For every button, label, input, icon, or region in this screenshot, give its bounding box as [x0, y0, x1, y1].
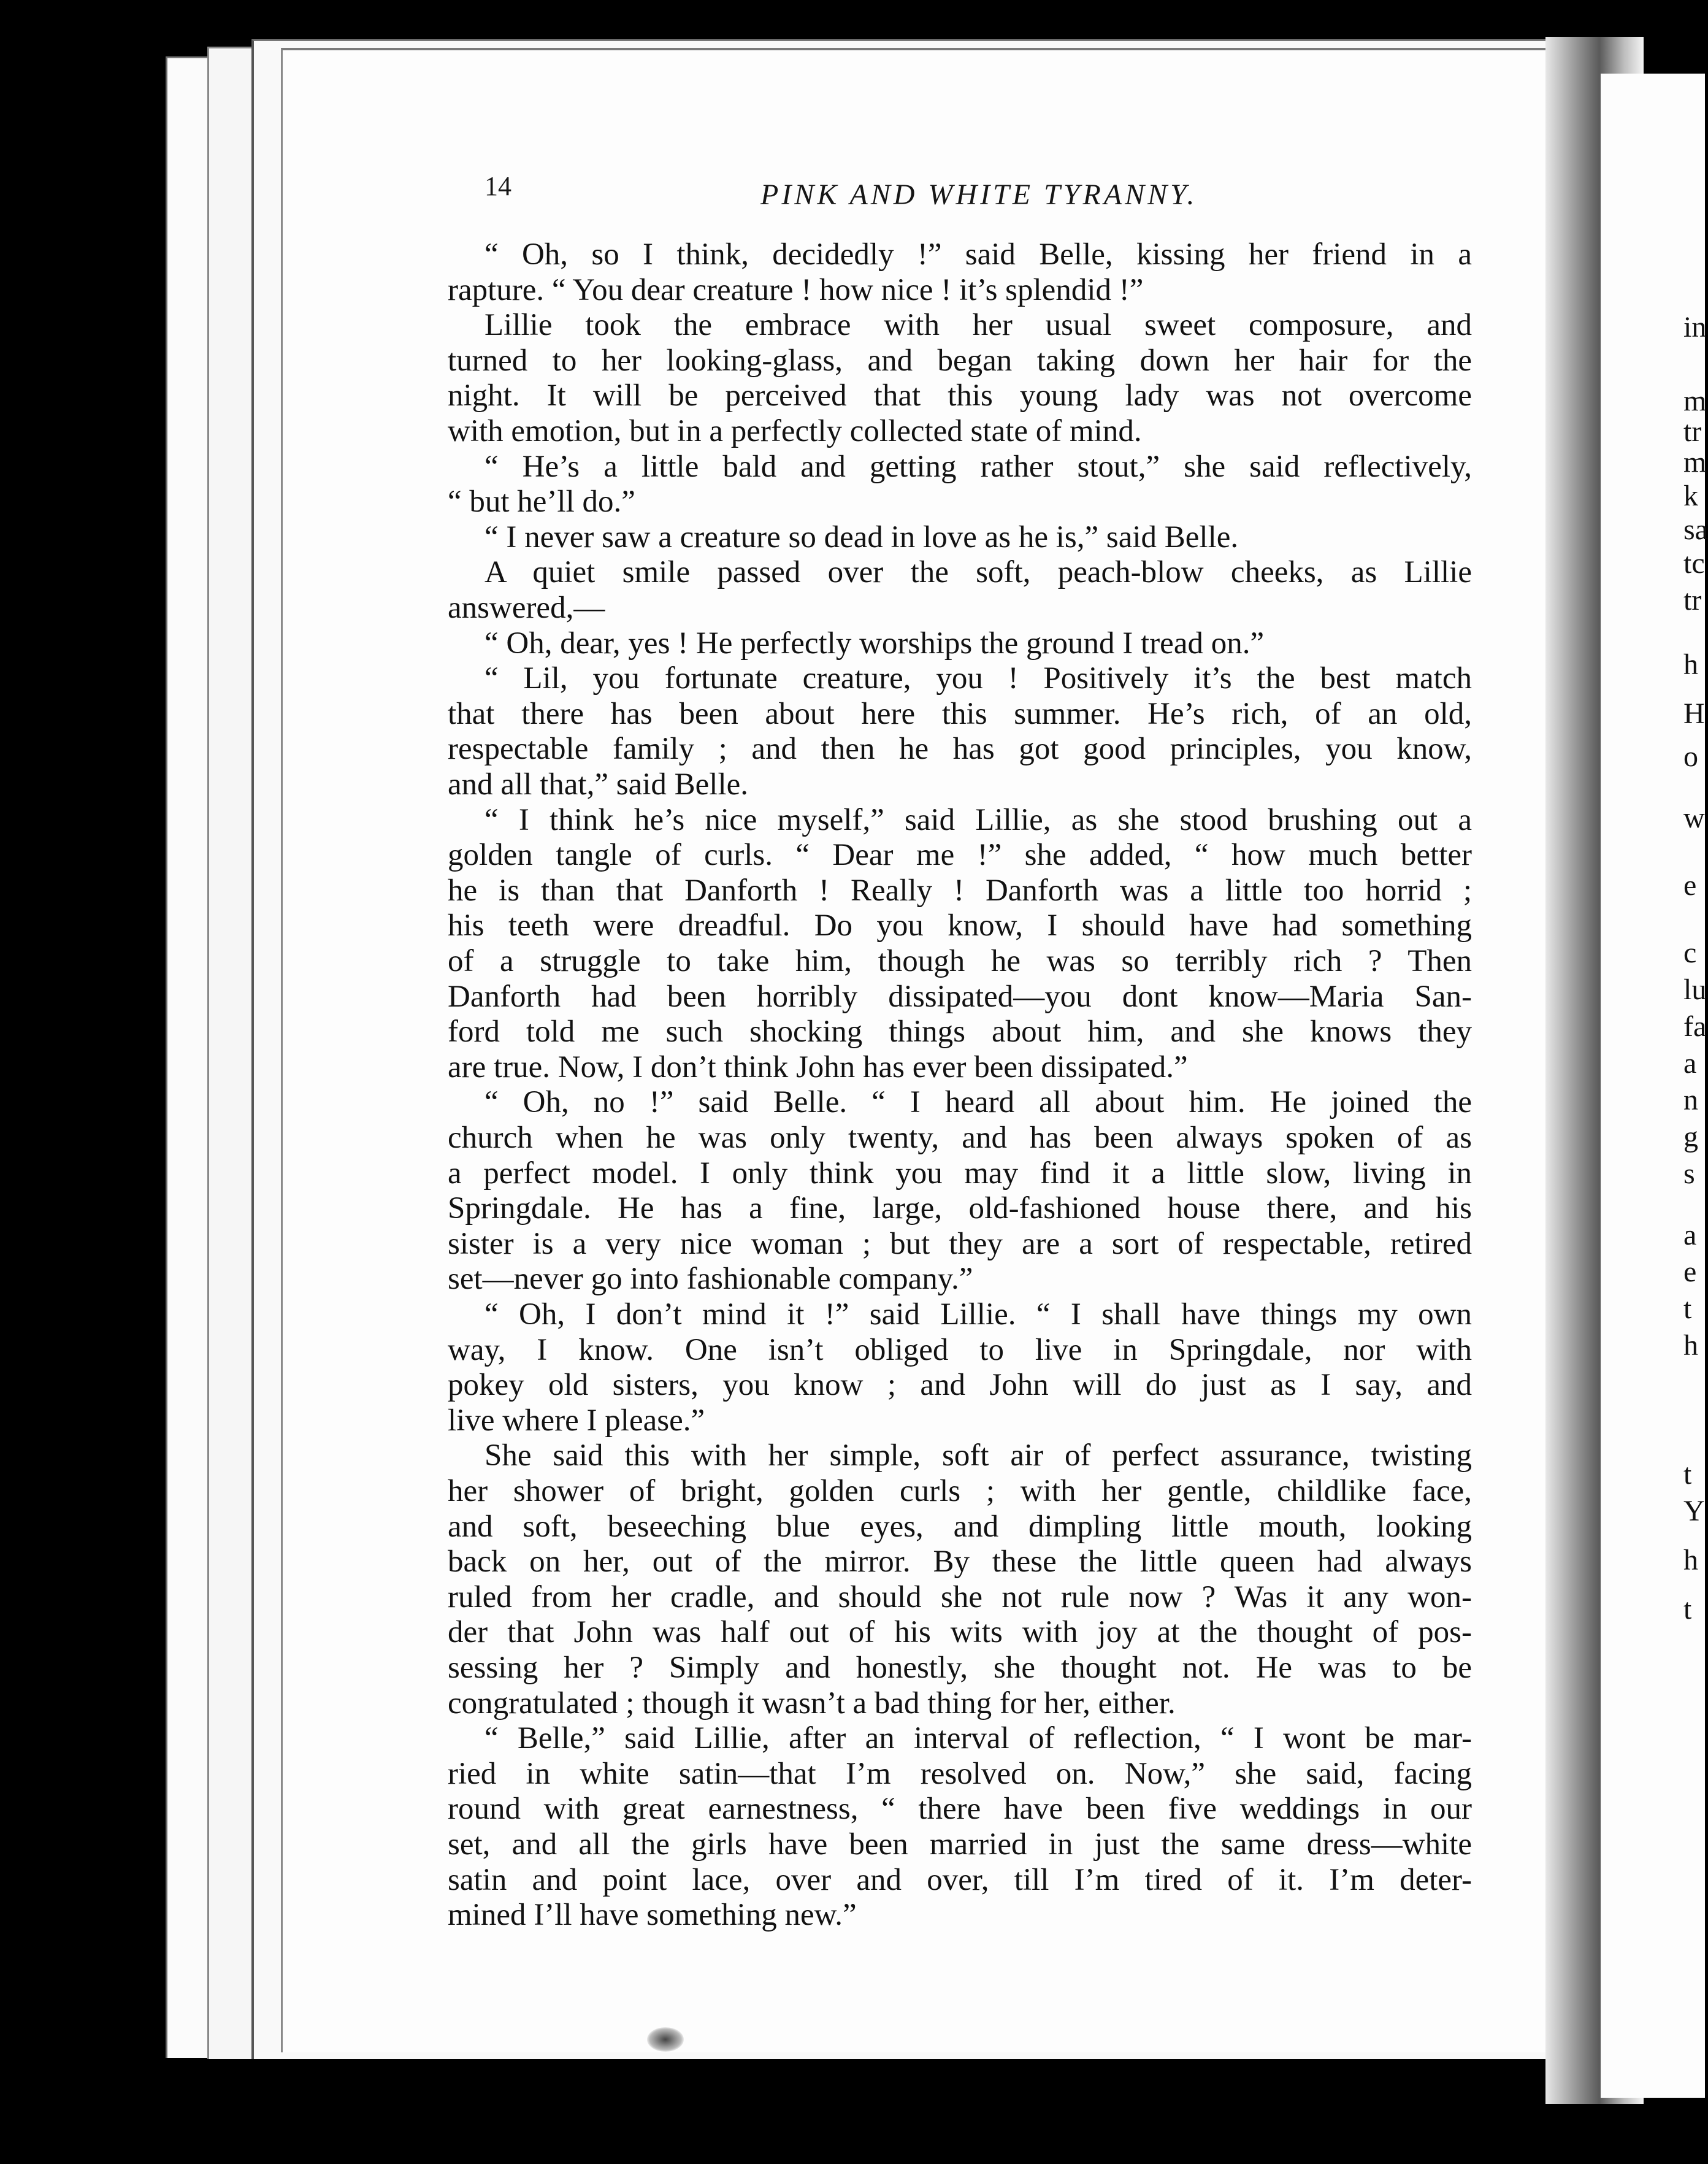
facing-page-fragment: g — [1683, 1121, 1698, 1153]
text-line: that there has been about here this summer. He’s rich, of an old, — [448, 696, 1472, 731]
facing-page-fragment: lu — [1683, 973, 1707, 1006]
facing-page-fragment: t — [1683, 1458, 1692, 1491]
facing-page-fragment: H — [1683, 697, 1705, 730]
text-line: ried in white satin—that I’m resolved on. Now,” she said, facing — [448, 1756, 1472, 1791]
text-line: ford told me such shocking things about him, and she knows they — [448, 1015, 1472, 1049]
text-line: Lillie took the embrace with her usual sweet composure, and — [484, 308, 1472, 343]
text-line: golden tangle of curls. “ Dear me !” she added, “ how much better — [448, 838, 1472, 873]
facing-page-fragment: k — [1683, 480, 1698, 512]
text-line: sessing her ? Simply and honestly, she thought not. He was to be — [448, 1651, 1472, 1685]
text-line: back on her, out of the mirror. By these the little queen had always — [448, 1544, 1472, 1579]
text-line: “ He’s a little bald and getting rather stout,” she said reflectively, — [484, 449, 1472, 484]
facing-page-fragment: t — [1683, 1593, 1692, 1625]
text-line: set—never go into fashionable company.” — [448, 1262, 973, 1297]
text-line: are true. Now, I don’t think John has ever been dissipated.” — [448, 1049, 1188, 1084]
facing-page-fragment: t — [1683, 1292, 1692, 1325]
text-line: “ Oh, no !” said Belle. “ I heard all about him. He joined the — [484, 1085, 1472, 1120]
text-line: respectable family ; and then he has got good principles, you know, — [448, 732, 1472, 767]
text-line: night. It will be perceived that this young lady was not overcome — [448, 378, 1472, 413]
text-line: “ Belle,” said Lillie, after an interval of reflection, “ I wont be mar- — [484, 1721, 1472, 1756]
text-line: turned to her looking-glass, and began taking down her hair for the — [448, 343, 1472, 378]
facing-page-fragment: o — [1683, 740, 1698, 773]
facing-page-fragment: tc — [1683, 547, 1705, 580]
facing-page-fragment: a — [1683, 1219, 1697, 1251]
text-line: “ I never saw a creature so dead in love as he is,” said Belle. — [484, 520, 1239, 554]
facing-page-fragment: e — [1683, 1256, 1697, 1288]
facing-page-fragment: c — [1683, 937, 1697, 969]
running-head: PINK AND WHITE TYRANNY. — [760, 178, 1198, 211]
facing-page-fragment: fa — [1683, 1010, 1707, 1043]
facing-page-fragment: in — [1683, 311, 1707, 343]
text-line: “ Oh, I don’t mind it !” said Lillie. “ I shall have things my own — [484, 1297, 1472, 1332]
text-line: his teeth were dreadful. Do you know, I should have had something — [448, 908, 1472, 943]
text-line: answered,— — [448, 591, 605, 625]
facing-page-fragment: w — [1683, 802, 1705, 834]
text-line: mined I’ll have something new.” — [448, 1898, 857, 1933]
facing-page-fragment: m — [1683, 385, 1707, 417]
facing-page-fragment: n — [1683, 1084, 1698, 1116]
text-line: “ Lil, you fortunate creature, you ! Positively it’s the best match — [484, 661, 1472, 696]
text-line: rapture. “ You dear creature ! how nice ! it’s splendid !” — [448, 272, 1144, 307]
facing-page-fragment: tr — [1683, 584, 1702, 616]
text-line: of a struggle to take him, though he was so terribly rich ? Then — [448, 944, 1472, 978]
facing-page-fragment: sa — [1683, 513, 1708, 546]
text-line: der that John was half out of his wits with joy at the thought of pos- — [448, 1615, 1472, 1650]
text-line: Springdale. He has a fine, large, old-fashioned house there, and his — [448, 1191, 1472, 1226]
facing-page-fragment: h — [1683, 1544, 1698, 1576]
text-line: live where I please.” — [448, 1403, 705, 1438]
text-line: way, I know. One isn’t obliged to live in Springdale, nor with — [448, 1332, 1472, 1367]
text-line: “ I think he’s nice myself,” said Lillie, as she stood brushing out a — [484, 802, 1472, 837]
text-line: and all that,” said Belle. — [448, 767, 749, 802]
text-line: her shower of bright, golden curls ; with her gentle, childlike face, — [448, 1474, 1472, 1508]
facing-page-fragment: h — [1683, 648, 1698, 681]
text-line: Danforth had been horribly dissipated—you dont know—Maria San- — [448, 979, 1472, 1014]
facing-page-fragment: m — [1683, 446, 1707, 478]
facing-page-fragment: a — [1683, 1047, 1697, 1080]
text-line: ruled from her cradle, and should she not rule now ? Was it any won- — [448, 1579, 1472, 1614]
text-line: set, and all the girls have been married in just the same dress—white — [448, 1827, 1472, 1862]
text-line: a perfect model. I only think you may find it a little slow, living in — [448, 1156, 1472, 1191]
text-line: round with great earnestness, “ there have been five weddings in our — [448, 1792, 1472, 1827]
facing-page-fragment: s — [1683, 1157, 1695, 1190]
facing-page-fragment: e — [1683, 869, 1697, 902]
text-line: satin and point lace, over and over, till I’m tired of it. I’m deter- — [448, 1862, 1472, 1897]
text-line: She said this with her simple, soft air of perfect assurance, twisting — [484, 1438, 1472, 1473]
text-line: sister is a very nice woman ; but they are a sort of respectable, retired — [448, 1226, 1472, 1261]
text-line: with emotion, but in a perfectly collected state of mind. — [448, 414, 1142, 448]
facing-page-fragment: Y — [1683, 1495, 1705, 1527]
text-line: he is than that Danforth ! Really ! Danforth was a little too horrid ; — [448, 873, 1472, 908]
facing-page-fragment: h — [1683, 1329, 1698, 1362]
text-line: A quiet smile passed over the soft, peach-blow cheeks, as Lillie — [484, 555, 1472, 590]
text-line: “ but he’ll do.” — [448, 485, 635, 520]
text-line: pokey old sisters, you know ; and John will do just as I say, and — [448, 1368, 1472, 1403]
text-line: “ Oh, dear, yes ! He perfectly worships the ground I tread on.” — [484, 626, 1265, 661]
ink-stain — [647, 2027, 684, 2052]
facing-page-fragment: tr — [1683, 415, 1702, 448]
text-line: church when he was only twenty, and has been always spoken of as — [448, 1121, 1472, 1155]
page-number: 14 — [484, 171, 511, 201]
text-line: congratulated ; though it wasn’t a bad thing for her, either. — [448, 1686, 1176, 1721]
text-line: and soft, beseeching blue eyes, and dimpling little mouth, looking — [448, 1509, 1472, 1544]
text-line: “ Oh, so I think, decidedly !” said Belle, kissing her friend in a — [484, 237, 1472, 272]
